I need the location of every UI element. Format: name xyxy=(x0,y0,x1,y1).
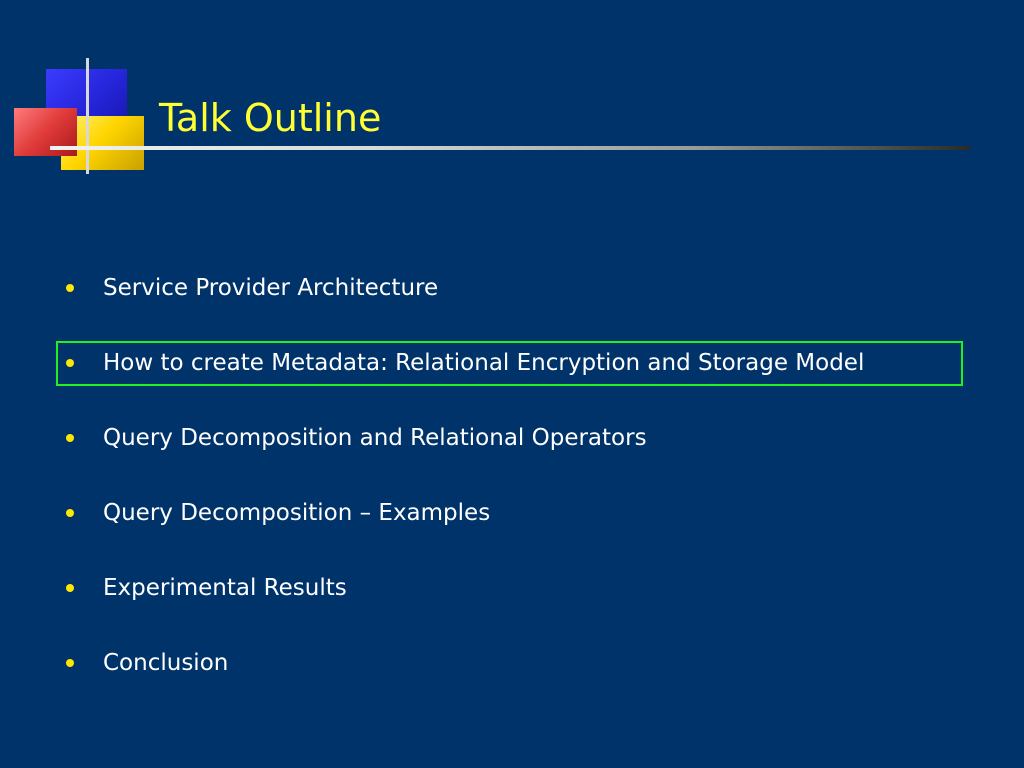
bullet-item xyxy=(0,418,1000,458)
title-underline-rule xyxy=(50,146,970,150)
bullet-item xyxy=(0,493,1000,533)
bullet-marker xyxy=(66,434,74,442)
bullet-marker xyxy=(66,284,74,292)
bullet-text: How to create Metadata: Relational Encryption and Storage Model xyxy=(103,350,865,376)
bullet-text: Query Decomposition – Examples xyxy=(103,500,491,526)
bullet-marker xyxy=(66,584,74,592)
bullet-text: Conclusion xyxy=(103,650,229,676)
bullet-item xyxy=(0,643,1000,683)
bullet-text: Query Decomposition and Relational Operators xyxy=(103,425,647,451)
bullet-marker xyxy=(66,359,74,367)
bullet-text: Service Provider Architecture xyxy=(103,275,439,301)
bullet-text: Experimental Results xyxy=(103,575,347,601)
bullet-marker xyxy=(66,659,74,667)
bullet-item xyxy=(0,568,1000,608)
vertical-rule-decoration xyxy=(86,58,89,174)
slide-title: Talk Outline xyxy=(159,96,382,140)
bullet-item-highlighted xyxy=(0,343,1000,383)
bullet-item xyxy=(0,268,1000,308)
bullet-marker xyxy=(66,509,74,517)
